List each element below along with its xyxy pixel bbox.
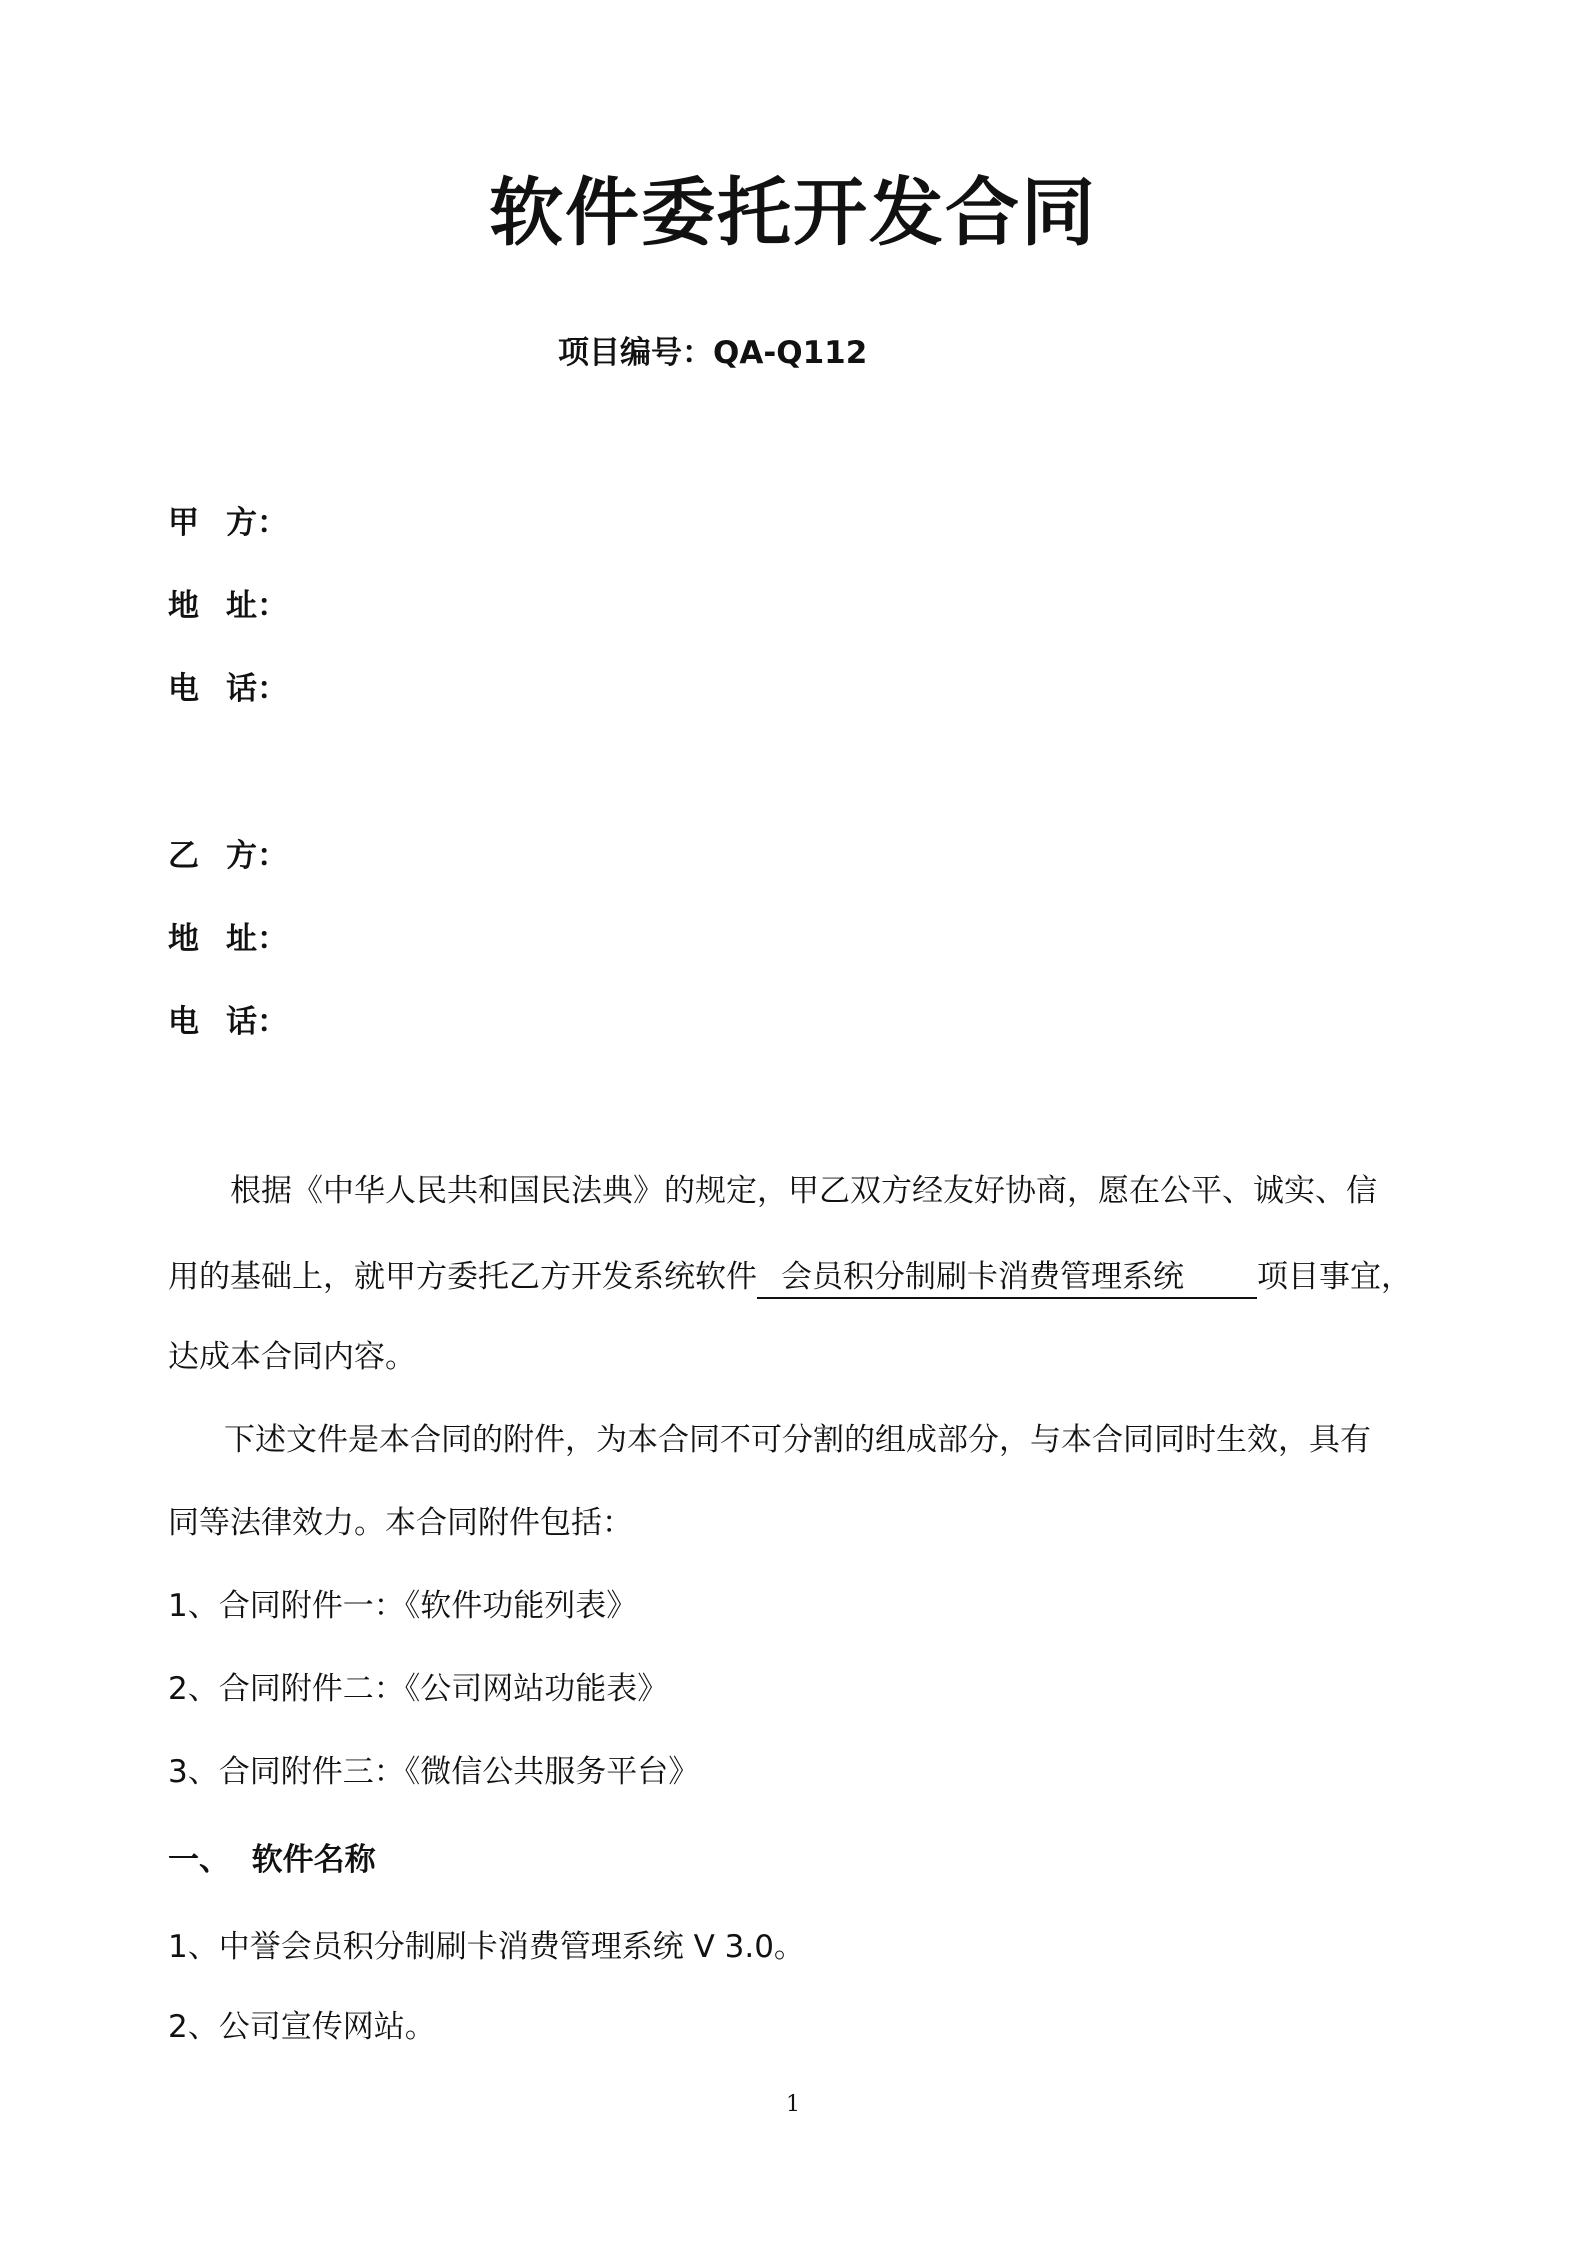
party-b-name-label: 乙 [168,838,199,874]
party-b-phone-line [168,1004,288,1040]
party-a-phone-suffix: 话： [226,671,288,707]
paragraph-2-line-2: 同等法律效力。本合同附件包括： [168,1505,633,1541]
party-a-phone-line [168,671,288,707]
attachment-item: 3、合同附件三：《微信公共服务平台》 [168,1754,700,1790]
party-a-phone-label: 电 [168,671,199,707]
section-1-item: 1、中誉会员积分制刷卡消费管理系统 V 3.0。 [168,1929,805,1965]
attachment-item: 1、合同附件一：《软件功能列表》 [168,1588,638,1624]
party-b-name-suffix: 方： [226,838,288,874]
party-b-address-line [168,921,288,957]
attachment-item: 2、合同附件二：《公司网站功能表》 [168,1671,669,1707]
party-b-phone-label: 电 [168,1004,199,1040]
paragraph-1-line-2-post: 项目事宜， [1257,1259,1412,1295]
paragraph-2-line-1: 下述文件是本合同的附件，为本合同不可分割的组成部分，与本合同同时生效，具有 [224,1422,1371,1458]
contract-title: 软件委托开发合同 [489,170,1097,256]
project-number: 项目编号：QA-Q112 [558,335,868,371]
section-1-item: 2、公司宣传网站。 [168,2009,436,2045]
party-b-name-line [168,838,288,874]
software-name-field: 会员积分制刷卡消费管理系统 [757,1262,1257,1299]
paragraph-1-line-2 [168,1259,1422,1299]
page-number: 1 [786,2092,800,2117]
party-a-name-line [168,505,288,541]
party-a-address-suffix: 址： [226,588,288,624]
party-b-address-label: 地 [168,921,199,957]
paragraph-1-line-1: 根据《中华人民共和国民法典》的规定，甲乙双方经友好协商，愿在公平、诚实、信 [230,1173,1377,1209]
paragraph-1-line-3: 达成本合同内容。 [168,1339,416,1375]
party-a-address-line [168,588,288,624]
party-a-name-label: 甲 [168,505,199,541]
party-a-name-suffix: 方： [226,505,288,541]
section-1-title: 一、 软件名称 [168,1842,376,1878]
paragraph-1-line-2-pre: 用的基础上，就甲方委托乙方开发系统软件 [168,1259,757,1295]
party-b-address-suffix: 址： [226,921,288,957]
party-a-address-label: 地 [168,588,199,624]
party-b-phone-suffix: 话： [226,1004,288,1040]
